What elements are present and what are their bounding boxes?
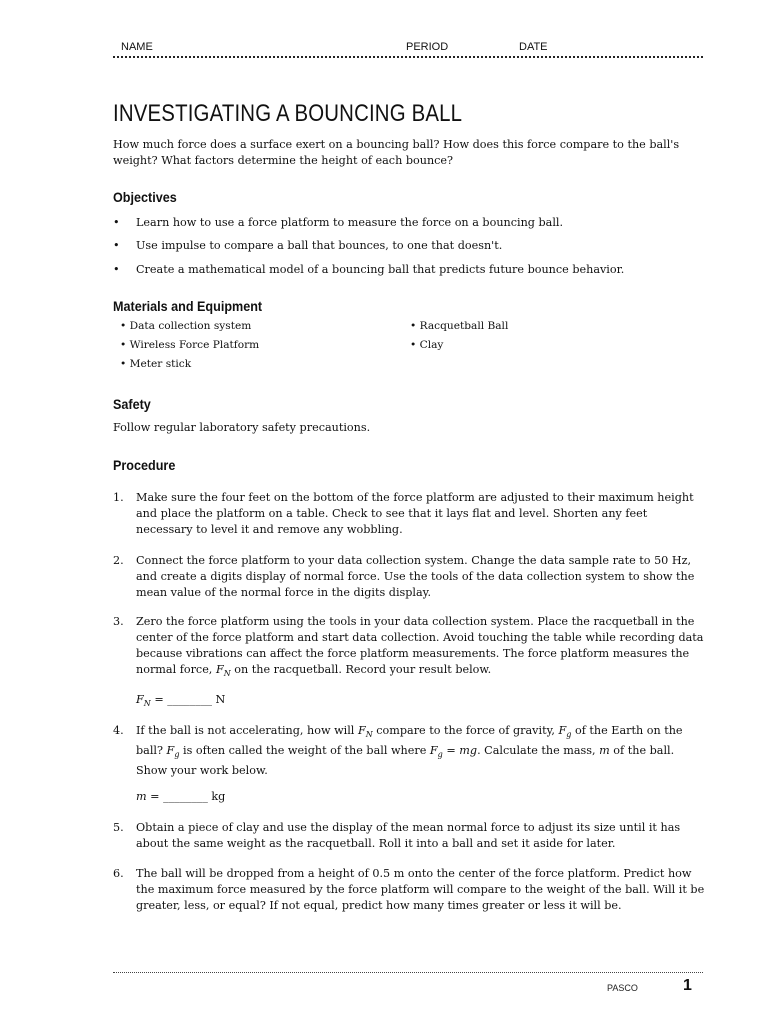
step-number: 1. <box>113 491 124 504</box>
bullet-icon: • <box>113 216 120 229</box>
header-divider <box>113 56 703 58</box>
name-label: NAME <box>121 41 153 53</box>
step-text: Connect the force platform to your data collection system. Change the data sample rate to 50 Hz, and create a digits display of normal force. Use the tools of the data collection system to show the mean value of the normal force in the digits display. <box>136 554 695 599</box>
step-text: Obtain a piece of clay and use the display of the mean normal force to adjust its size until it has about the same weight as the racquetball. Roll it into a ball and set it aside for later. <box>136 821 681 850</box>
step-number: 4. <box>113 724 124 737</box>
safety-heading: Safety <box>113 396 151 412</box>
safety-text: Follow regular laboratory safety precautions. <box>113 421 371 434</box>
step-number: 6. <box>113 867 124 880</box>
footer-brand: PASCO <box>607 983 638 993</box>
period-label: PERIOD <box>406 41 449 53</box>
material-item: • Meter stick <box>120 358 192 370</box>
materials-heading: Materials and Equipment <box>113 298 263 314</box>
mass-answer-line: m = ________ kg <box>136 790 226 803</box>
date-label: DATE <box>519 41 548 53</box>
step-number: 3. <box>113 615 124 628</box>
normal-force-answer-line: $F_N$ = ________ N <box>136 693 226 709</box>
step-number: 2. <box>113 554 124 567</box>
footer-divider <box>113 972 703 973</box>
bullet-icon: • <box>113 263 120 276</box>
procedure-heading: Procedure <box>113 457 176 473</box>
step-text: The ball will be dropped from a height of 0.5 m onto the center of the force platform. Predict how the maximum force measured by the force platform will compare to the weight of the ball. Will it be greater, less, or equal? If not equal, predict how many times greater or less it will be. <box>136 867 705 912</box>
step-text: If the ball is not accelerating, how will $F_N$ compare to the force of gravity, $F_g$ of the Earth on the ball? $F_g$ is often called the weight of the ball where $F_g$ = mg. Calculate the mass, m of the ball. Show your work below. <box>136 724 683 778</box>
step-text: Make sure the four feet on the bottom of the force platform are adjusted to their maximum height and place the platform on a table. Check to see that it lays flat and level. Shorten any feet necessary to level it and remove any wobbling. <box>136 491 694 536</box>
bullet-icon: • <box>113 239 120 252</box>
objectives-heading: Objectives <box>113 189 177 205</box>
material-item: • Data collection system <box>120 320 252 332</box>
page-title: INVESTIGATING A BOUNCING BALL <box>113 100 463 127</box>
header-fields <box>113 41 703 55</box>
step-number: 5. <box>113 821 124 834</box>
material-item: • Wireless Force Platform <box>120 339 260 351</box>
step-text: Zero the force platform using the tools in your data collection system. Place the racquetball in the center of the force platform and start data collection. Avoid touching the table while recording data because vibrations can affect the force platform measurements. The force platform measures the normal force, $F_N$ on the racquetball. Record your result below. <box>136 615 704 679</box>
intro-paragraph: How much force does a surface exert on a bouncing ball? How does this force compare to the ball's weight? What factors determine the height of each bounce? <box>113 138 680 167</box>
material-item: • Racquetball Ball <box>410 320 509 332</box>
material-item: • Clay <box>410 339 444 351</box>
page-number: 1 <box>683 977 692 994</box>
